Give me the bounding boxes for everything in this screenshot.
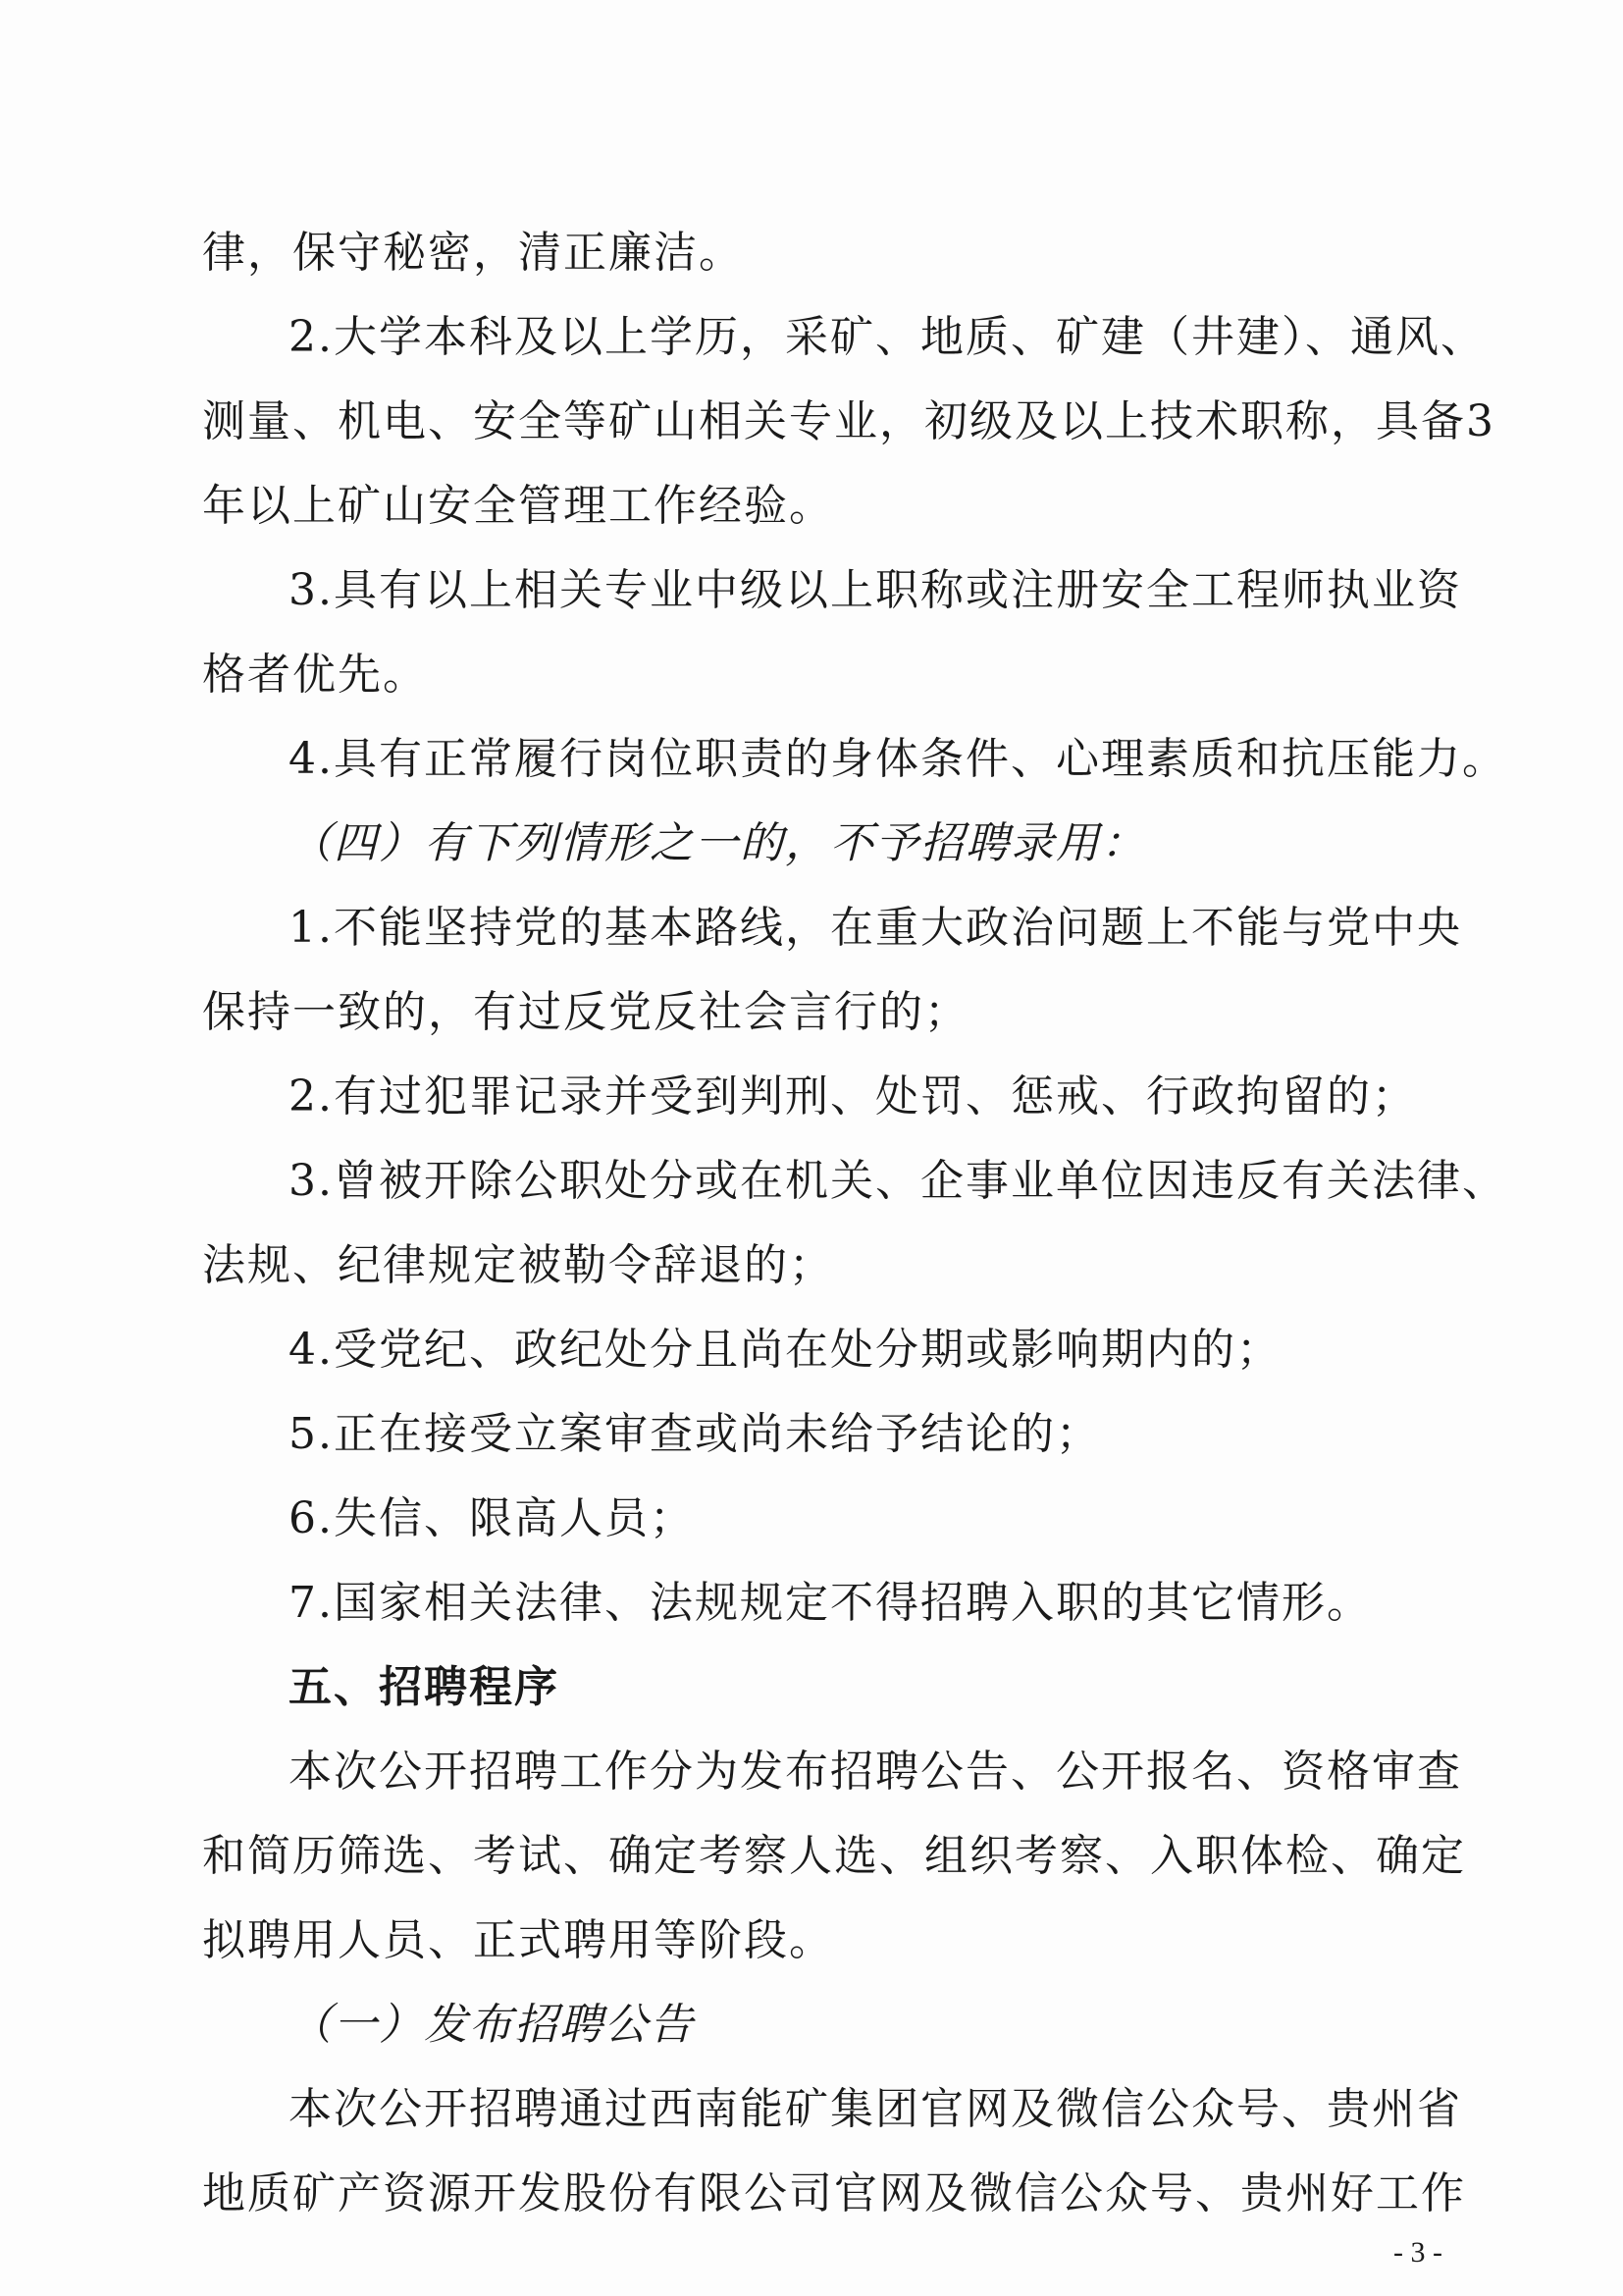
paragraph-line: 6.失信、限高人员；: [288, 1493, 695, 1543]
paragraph-line: 保持一致的，有过反党反社会言行的；: [202, 987, 969, 1037]
paragraph-line: 4.具有正常履行岗位职责的身体条件、心理素质和抗压能力。: [288, 734, 1507, 784]
paragraph-line: 和简历筛选、考试、确定考察人选、组织考察、入职体检、确定: [202, 1831, 1466, 1881]
paragraph-line: 1.不能坚持党的基本路线，在重大政治问题上不能与党中央: [288, 903, 1462, 953]
paragraph-line: 格者优先。: [202, 650, 428, 700]
paragraph-line: 5.正在接受立案审查或尚未给予结论的；: [288, 1409, 1101, 1459]
subsection-heading: （四）有下列情形之一的，不予招聘录用：: [288, 818, 1146, 868]
paragraph-line: 7.国家相关法律、法规规定不得招聘入职的其它情形。: [288, 1578, 1372, 1628]
paragraph-line: 本次公开招聘通过西南能矿集团官网及微信公众号、贵州省: [288, 2084, 1462, 2134]
paragraph-line: 律，保守秘密，清正廉洁。: [202, 228, 744, 278]
page-number: - 3 -: [1393, 2236, 1442, 2269]
paragraph-line: 2.有过犯罪记录并受到判刑、处罚、惩戒、行政拘留的；: [288, 1071, 1417, 1122]
paragraph-line: 本次公开招聘工作分为发布招聘公告、公开报名、资格审查: [288, 1747, 1462, 1797]
paragraph-line: 法规、纪律规定被勒令辞退的；: [202, 1240, 834, 1290]
paragraph-line: 测量、机电、安全等矿山相关专业，初级及以上技术职称，具备3: [202, 396, 1495, 446]
paragraph-line: 3.曾被开除公职处分或在机关、企事业单位因违反有关法律、: [288, 1156, 1507, 1206]
paragraph-line: 地质矿产资源开发股份有限公司官网及微信公众号、贵州好工作: [202, 2168, 1466, 2218]
paragraph-line: 3.具有以上相关专业中级以上职称或注册安全工程师执业资: [288, 565, 1462, 615]
paragraph-line: 拟聘用人员、正式聘用等阶段。: [202, 1915, 834, 1965]
section-heading: 五、招聘程序: [288, 1662, 559, 1712]
paragraph-line: 年以上矿山安全管理工作经验。: [202, 481, 834, 531]
paragraph-line: 2.大学本科及以上学历，采矿、地质、矿建（井建）、通风、: [288, 312, 1486, 362]
paragraph-line: 4.受党纪、政纪处分且尚在处分期或影响期内的；: [288, 1325, 1282, 1375]
subsection-heading: （一）发布招聘公告: [288, 2000, 695, 2050]
